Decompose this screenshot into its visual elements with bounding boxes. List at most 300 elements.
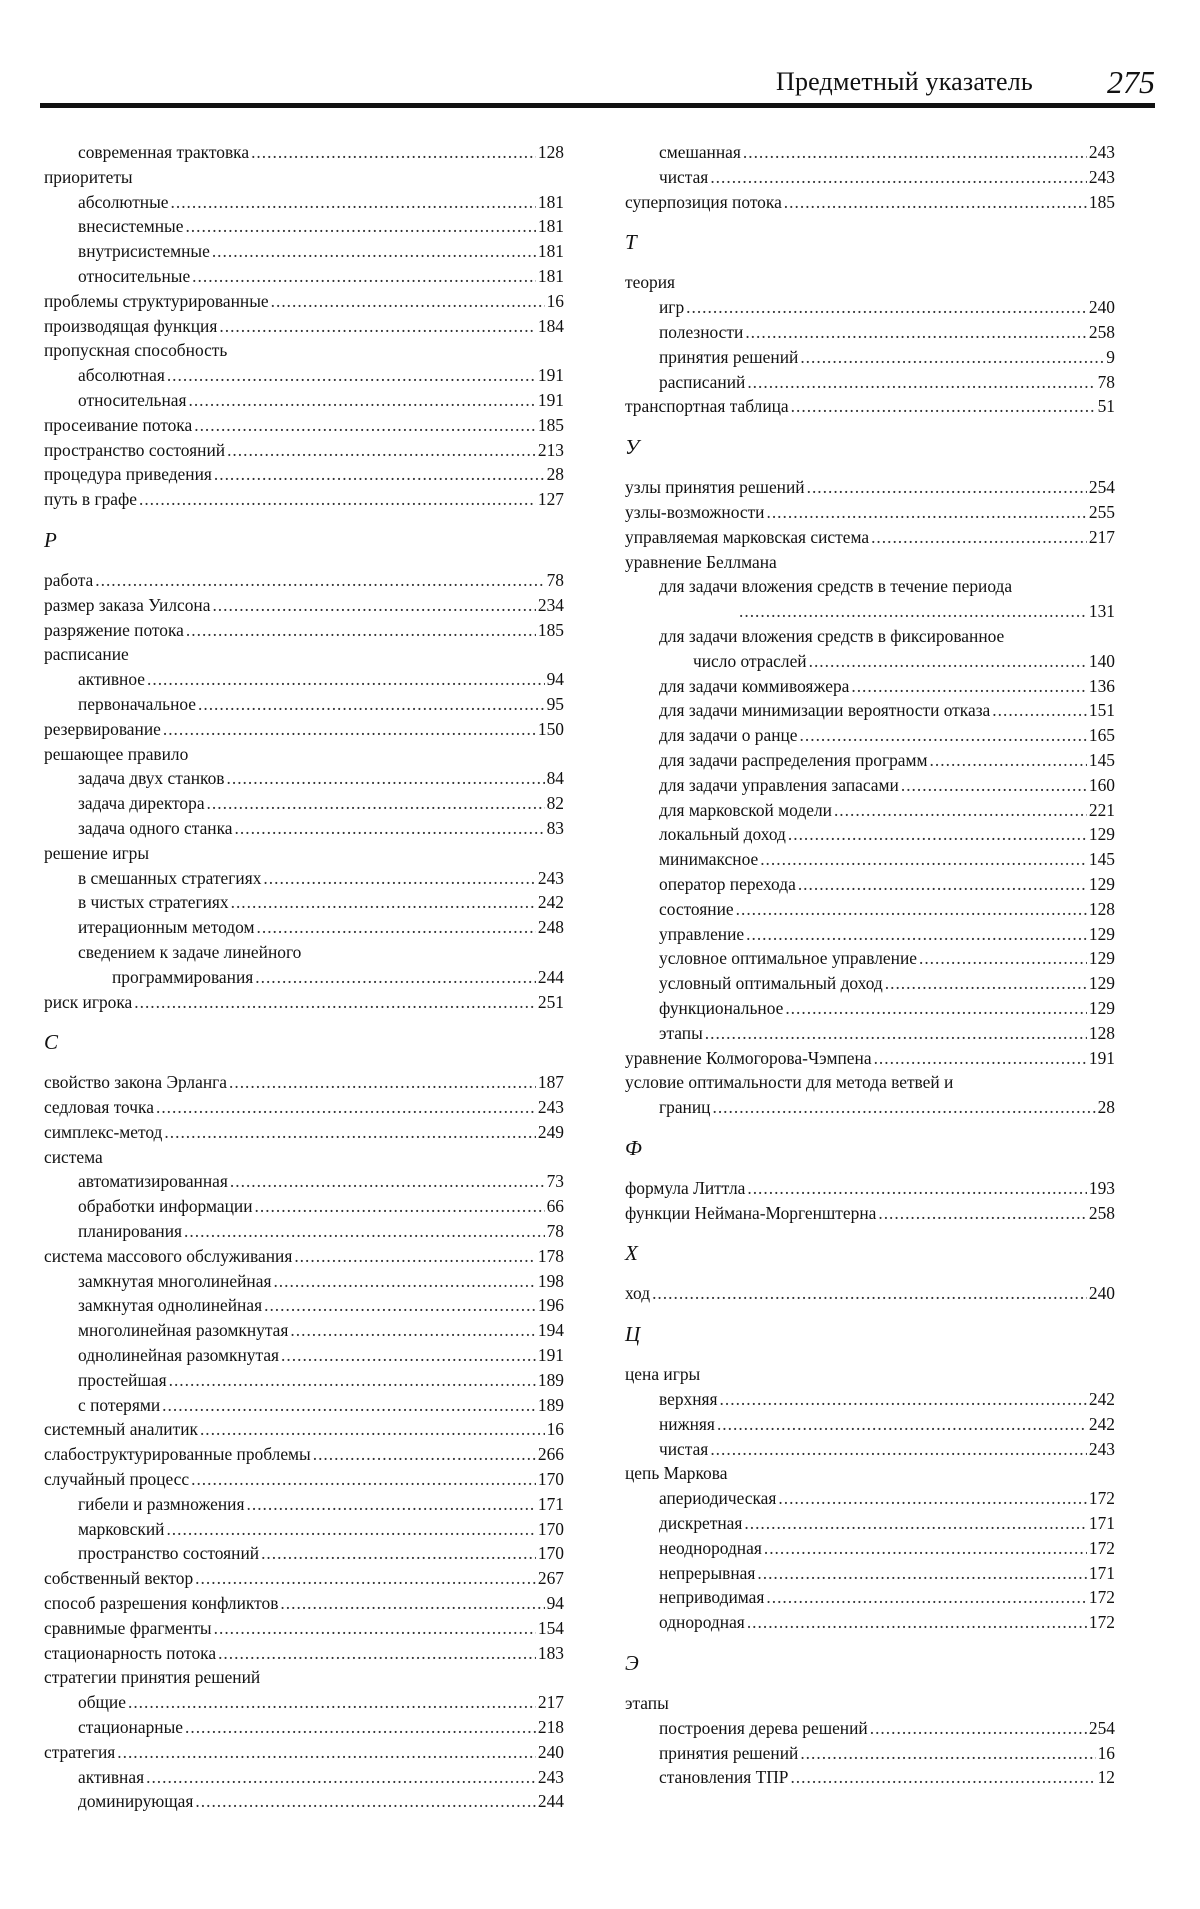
dot-leader [251,140,536,165]
entry-term: нижняя [659,1413,715,1434]
entry-term: локальный доход [659,824,786,845]
dot-leader [188,388,535,413]
dot-leader [800,345,1104,370]
entry-page: 129 [1088,824,1115,845]
entry-page: 183 [537,1642,564,1663]
index-entry [44,1566,564,1591]
index-heading: сведением к задаче линейного [78,941,302,962]
index-entry [625,140,1115,165]
entry-page: 194 [537,1320,564,1341]
entry-page: 172 [1088,1488,1115,1509]
entry-term: для задачи о ранце [659,725,798,746]
dot-leader [195,1789,536,1814]
index-entry [44,890,564,915]
entry-page: 145 [1088,749,1115,770]
entry-page: 16 [1097,1742,1115,1763]
index-entry [625,1281,1115,1306]
dot-leader [992,698,1087,723]
index-entry [625,1741,1115,1766]
dot-leader [705,1021,1087,1046]
entry-page: 218 [537,1717,564,1738]
entry-page: 160 [1088,774,1115,795]
index-entry [625,1486,1115,1511]
entry-page: 51 [1097,396,1115,417]
dot-leader [294,1244,536,1269]
entry-term: условный оптимальный доход [659,973,883,994]
index-entry [625,971,1115,996]
dot-leader [227,766,545,791]
index-entry [44,314,564,339]
index-entry [44,816,564,841]
entry-term: стационарные [78,1717,183,1738]
entry-page: 131 [1088,601,1115,622]
entry-page: 95 [546,693,564,714]
entry-term: замкнутая однолинейная [78,1295,263,1316]
entry-page: 243 [1088,166,1115,187]
index-entry [44,1789,564,1814]
index-entry [44,413,564,438]
entry-page: 128 [1088,898,1115,919]
index-heading: этапы [625,1693,669,1714]
entry-page: 266 [537,1444,564,1465]
entry-term: случайный процесс [44,1469,190,1490]
entry-term: суперпозиция потока [625,191,782,212]
entry-page: 221 [1088,799,1115,820]
entry-page: 191 [1088,1047,1115,1068]
dot-leader [185,1715,536,1740]
dot-leader [212,239,536,264]
index-entry [44,965,564,990]
entry-page: 78 [546,1221,564,1242]
dot-leader [313,1442,536,1467]
dot-leader [744,1511,1087,1536]
index-entry [44,214,564,239]
dot-leader [766,1585,1087,1610]
index-heading: решающее правило [44,743,189,764]
dot-leader [169,1368,536,1393]
entry-page: 151 [1088,700,1115,721]
dot-leader [736,897,1087,922]
entry-page: 240 [1088,297,1115,318]
index-entry [625,798,1115,823]
dot-leader [273,1269,535,1294]
entry-term: формула Литтла [625,1177,746,1198]
entry-term: границ [659,1097,711,1118]
dot-leader [743,140,1087,165]
entry-page: 184 [537,315,564,336]
entry-page: 128 [1088,1022,1115,1043]
index-entry [625,996,1115,1021]
index-entry [44,1442,564,1467]
entry-page: 254 [1088,1717,1115,1738]
entry-term: автоматизированная [78,1171,228,1192]
dot-leader [164,1120,536,1145]
entry-page: 16 [546,290,564,311]
entry-term: обработки информации [78,1196,253,1217]
dot-leader [227,438,536,463]
entry-term: современная трактовка [78,142,250,162]
dot-leader [784,190,1087,215]
dot-leader [746,922,1087,947]
entry-page: 254 [1088,477,1115,498]
index-entry [625,1046,1115,1071]
dot-leader [686,295,1087,320]
entry-page: 129 [1088,873,1115,894]
index-entry [625,1176,1115,1201]
dot-leader [788,822,1087,847]
index-entry [625,1765,1115,1790]
entry-term: стационарность потока [44,1642,217,1663]
entry-page: 12 [1097,1767,1115,1788]
entry-page: 193 [1088,1177,1115,1198]
index-entry [625,599,1115,624]
entry-page: 94 [546,1593,564,1614]
entry-term: становления ТПР [659,1767,789,1788]
dot-leader [747,1610,1087,1635]
index-entry [44,692,564,717]
index-entry [44,438,564,463]
entry-page: 145 [1088,849,1115,870]
index-entry [44,1492,564,1517]
dot-leader [785,996,1087,1021]
entry-term: для задачи минимизации вероятности отказа [659,700,991,721]
index-heading: условие оптимальности для метода ветвей и [625,1072,954,1093]
dot-leader [95,568,544,593]
entry-term: ход [625,1283,651,1304]
dot-leader [712,1095,1095,1120]
index-entry [625,698,1115,723]
entry-page: 234 [537,594,564,615]
dot-leader [263,866,536,891]
dot-leader [257,915,536,940]
entry-page: 66 [546,1196,564,1217]
entry-page: 191 [537,389,564,410]
dot-leader [264,1293,536,1318]
dot-leader [757,1561,1087,1586]
dot-leader [147,667,545,692]
entry-page: 129 [1088,923,1115,944]
dot-leader [219,314,536,339]
entry-term: системный аналитик [44,1419,198,1440]
entry-term: способ разрешения конфликтов [44,1593,279,1614]
index-entry [44,140,564,165]
page-header [40,55,1155,108]
entry-page: 242 [537,892,564,913]
entry-term: непрерывная [659,1562,756,1583]
dot-leader [171,190,536,215]
entry-term: для марковской модели [659,799,832,820]
entry-term: внесистемные [78,216,184,237]
entry-term: уравнение Колмогорова-Чэмпена [625,1047,872,1068]
index-entry [44,791,564,816]
entry-term: относительные [78,265,191,286]
entry-term: смешанная [659,142,741,162]
dot-leader [778,1486,1087,1511]
dot-leader [146,1765,536,1790]
dot-leader [163,717,536,742]
dot-leader [247,1492,536,1517]
index-entry [625,748,1115,773]
entry-term: планирования [78,1221,183,1242]
index-entry [625,165,1115,190]
index-entry [625,190,1115,215]
index-entry [625,1201,1115,1226]
section-letter: У [625,435,640,460]
entry-term: в смешанных стратегиях [78,867,262,888]
entry-term: функции Неймана-Моргенштерна [625,1202,877,1223]
index-entry [44,190,564,215]
entry-page: 136 [1088,675,1115,696]
index-entry [625,475,1115,500]
entry-term: полезности [659,321,744,342]
entry-term: проблемы структурированные [44,290,269,311]
dot-leader [710,1437,1087,1462]
entry-term: задача одного станка [78,817,233,838]
index-heading: пропускная способность [44,340,228,361]
entry-term: игр [659,297,685,318]
dot-leader [261,1541,536,1566]
entry-page: 242 [1088,1413,1115,1434]
entry-term: первоначальное [78,693,196,714]
dot-leader [870,1716,1087,1741]
index-entry [625,773,1115,798]
index-entry [625,723,1115,748]
entry-term: активная [78,1766,145,1787]
dot-leader [139,487,536,512]
index-entry [44,1616,564,1641]
dot-leader [235,816,545,841]
dot-leader [717,1412,1087,1437]
dot-leader [791,394,1096,419]
index-entry [625,1585,1115,1610]
index-entry [44,1368,564,1393]
entry-term: относительная [78,389,187,410]
entry-term: стратегия [44,1741,116,1762]
index-entry [625,345,1115,370]
dot-leader [230,1169,545,1194]
index-entry [44,915,564,940]
index-entry [625,1412,1115,1437]
dot-leader [745,320,1087,345]
entry-term: условное оптимальное управление [659,948,917,969]
entry-page: 196 [537,1295,564,1316]
entry-page: 170 [537,1518,564,1539]
entry-term: управление [659,923,745,944]
dot-leader [186,618,536,643]
dot-leader [798,872,1087,897]
dot-leader [185,214,535,239]
entry-term: просеивание потока [44,414,193,435]
entry-term: неприводимая [659,1587,765,1608]
entry-term: минимаксное [659,849,759,870]
dot-leader [214,462,545,487]
index-heading: цена игры [625,1364,701,1385]
dot-leader [790,1765,1095,1790]
index-entry [44,1194,564,1219]
index-heading: система [44,1146,103,1167]
dot-leader [874,1046,1087,1071]
section-letter: Ф [625,1135,642,1160]
dot-leader [764,1536,1087,1561]
dot-leader [128,1690,536,1715]
entry-page: 255 [1088,501,1115,522]
entry-term: процедура приведения [44,464,212,485]
dot-leader [255,965,536,990]
dot-leader [255,1194,545,1219]
dot-leader [851,674,1087,699]
index-entry [44,462,564,487]
index-entry [44,1740,564,1765]
index-entry [625,1095,1115,1120]
entry-term: дискретная [659,1513,743,1534]
index-entry [625,1536,1115,1561]
entry-page: 217 [537,1692,564,1713]
entry-term: с потерями [78,1394,161,1415]
entry-term: разряжение потока [44,619,184,640]
entry-page: 244 [537,966,564,987]
entry-term: для задачи управления запасами [659,774,899,795]
index-entry [625,872,1115,897]
dot-leader [878,1201,1087,1226]
entry-term: построения дерева решений [659,1717,868,1738]
entry-page: 129 [1088,973,1115,994]
dot-leader [117,1740,536,1765]
entry-page: 28 [546,464,564,485]
index-entry [625,847,1115,872]
entry-term: апериодическая [659,1488,777,1509]
entry-term: в чистых стратегиях [78,892,229,913]
index-heading: для задачи вложения средств в течение периода [659,576,1013,597]
index-entry [625,1437,1115,1462]
dot-leader [184,1219,545,1244]
dot-leader [214,1616,536,1641]
entry-page: 243 [537,1097,564,1118]
dot-leader [281,1343,536,1368]
dot-leader [930,748,1087,773]
entry-term: риск игрока [44,991,133,1012]
entry-term: управляемая марковская система [625,526,870,547]
section-letter: Р [44,527,57,552]
entry-page: 83 [546,817,564,838]
index-column-left [44,140,564,1814]
entry-term: свойство закона Эрланга [44,1072,227,1093]
dot-leader [195,1566,536,1591]
index-entry [625,1511,1115,1536]
index-entry [44,1293,564,1318]
entry-page: 171 [1088,1513,1115,1534]
entry-page: 172 [1088,1612,1115,1633]
dot-leader [156,1095,536,1120]
entry-page: 178 [537,1245,564,1266]
entry-term: для задачи коммивояжера [659,675,850,696]
index-heading: расписание [44,644,129,665]
entry-term: работа [44,569,94,590]
dot-leader [871,525,1087,550]
entry-page: 187 [537,1072,564,1093]
index-entry [625,295,1115,320]
entry-page: 243 [537,867,564,888]
entry-page: 258 [1088,1202,1115,1223]
entry-term: производящая функция [44,315,218,336]
entry-term: число отраслей [693,650,807,671]
entry-term: абсолютные [78,191,169,212]
index-entry [44,1417,564,1442]
dot-leader [231,890,536,915]
section-letter: С [44,1030,59,1055]
dot-leader [919,946,1087,971]
index-entry [44,289,564,314]
dot-leader [280,1591,544,1616]
entry-page: 82 [546,793,564,814]
entry-term: слабоструктурированные проблемы [44,1444,311,1465]
index-entry [44,766,564,791]
entry-page: 240 [537,1741,564,1762]
entry-page: 129 [1088,948,1115,969]
dot-leader [229,1070,536,1095]
index-entry [625,370,1115,395]
index-entry [44,1318,564,1343]
entry-term: оператор перехода [659,873,796,894]
dot-leader [800,1741,1095,1766]
entry-page: 185 [1088,191,1115,212]
index-heading: цепь Маркова [625,1463,728,1484]
entry-page: 181 [537,241,564,262]
entry-term: доминирующая [78,1791,194,1812]
dot-leader [747,1176,1087,1201]
entry-page: 170 [537,1543,564,1564]
dot-leader [747,370,1095,395]
entry-page: 127 [537,489,564,510]
index-entry [625,946,1115,971]
entry-term: симплекс-метод [44,1121,163,1142]
section-letter: Т [625,230,637,255]
index-entry [625,1610,1115,1635]
entry-page: 9 [1106,346,1115,367]
entry-term: функциональное [659,997,784,1018]
entry-term: узлы-возможности [625,501,765,522]
dot-leader [652,1281,1087,1306]
index-entry [44,1393,564,1418]
index-entry [44,1591,564,1616]
entry-page: 73 [546,1171,564,1192]
dot-leader [885,971,1087,996]
entry-page: 243 [1088,142,1115,162]
dot-leader [191,1467,536,1492]
index-entry [44,388,564,413]
index-column-right [625,140,1115,1790]
index-entry [625,500,1115,525]
index-entry [44,717,564,742]
index-entry [44,1517,564,1542]
entry-page: 84 [546,768,564,789]
dot-leader [166,1517,535,1542]
dot-leader [134,990,536,1015]
index-entry [625,1021,1115,1046]
index-heading: решение игры [44,842,150,863]
entry-term: седловая точка [44,1097,154,1118]
entry-page: 243 [1088,1438,1115,1459]
entry-page: 165 [1088,725,1115,746]
entry-term: верхняя [659,1389,718,1410]
entry-term: программирования [112,966,254,987]
index-entry [44,667,564,692]
entry-page: 191 [537,1345,564,1366]
entry-term: собственный вектор [44,1568,194,1589]
entry-page: 129 [1088,997,1115,1018]
dot-leader [710,165,1087,190]
index-heading: приоритеты [44,166,133,187]
entry-term: размер заказа Уилсона [44,594,211,615]
